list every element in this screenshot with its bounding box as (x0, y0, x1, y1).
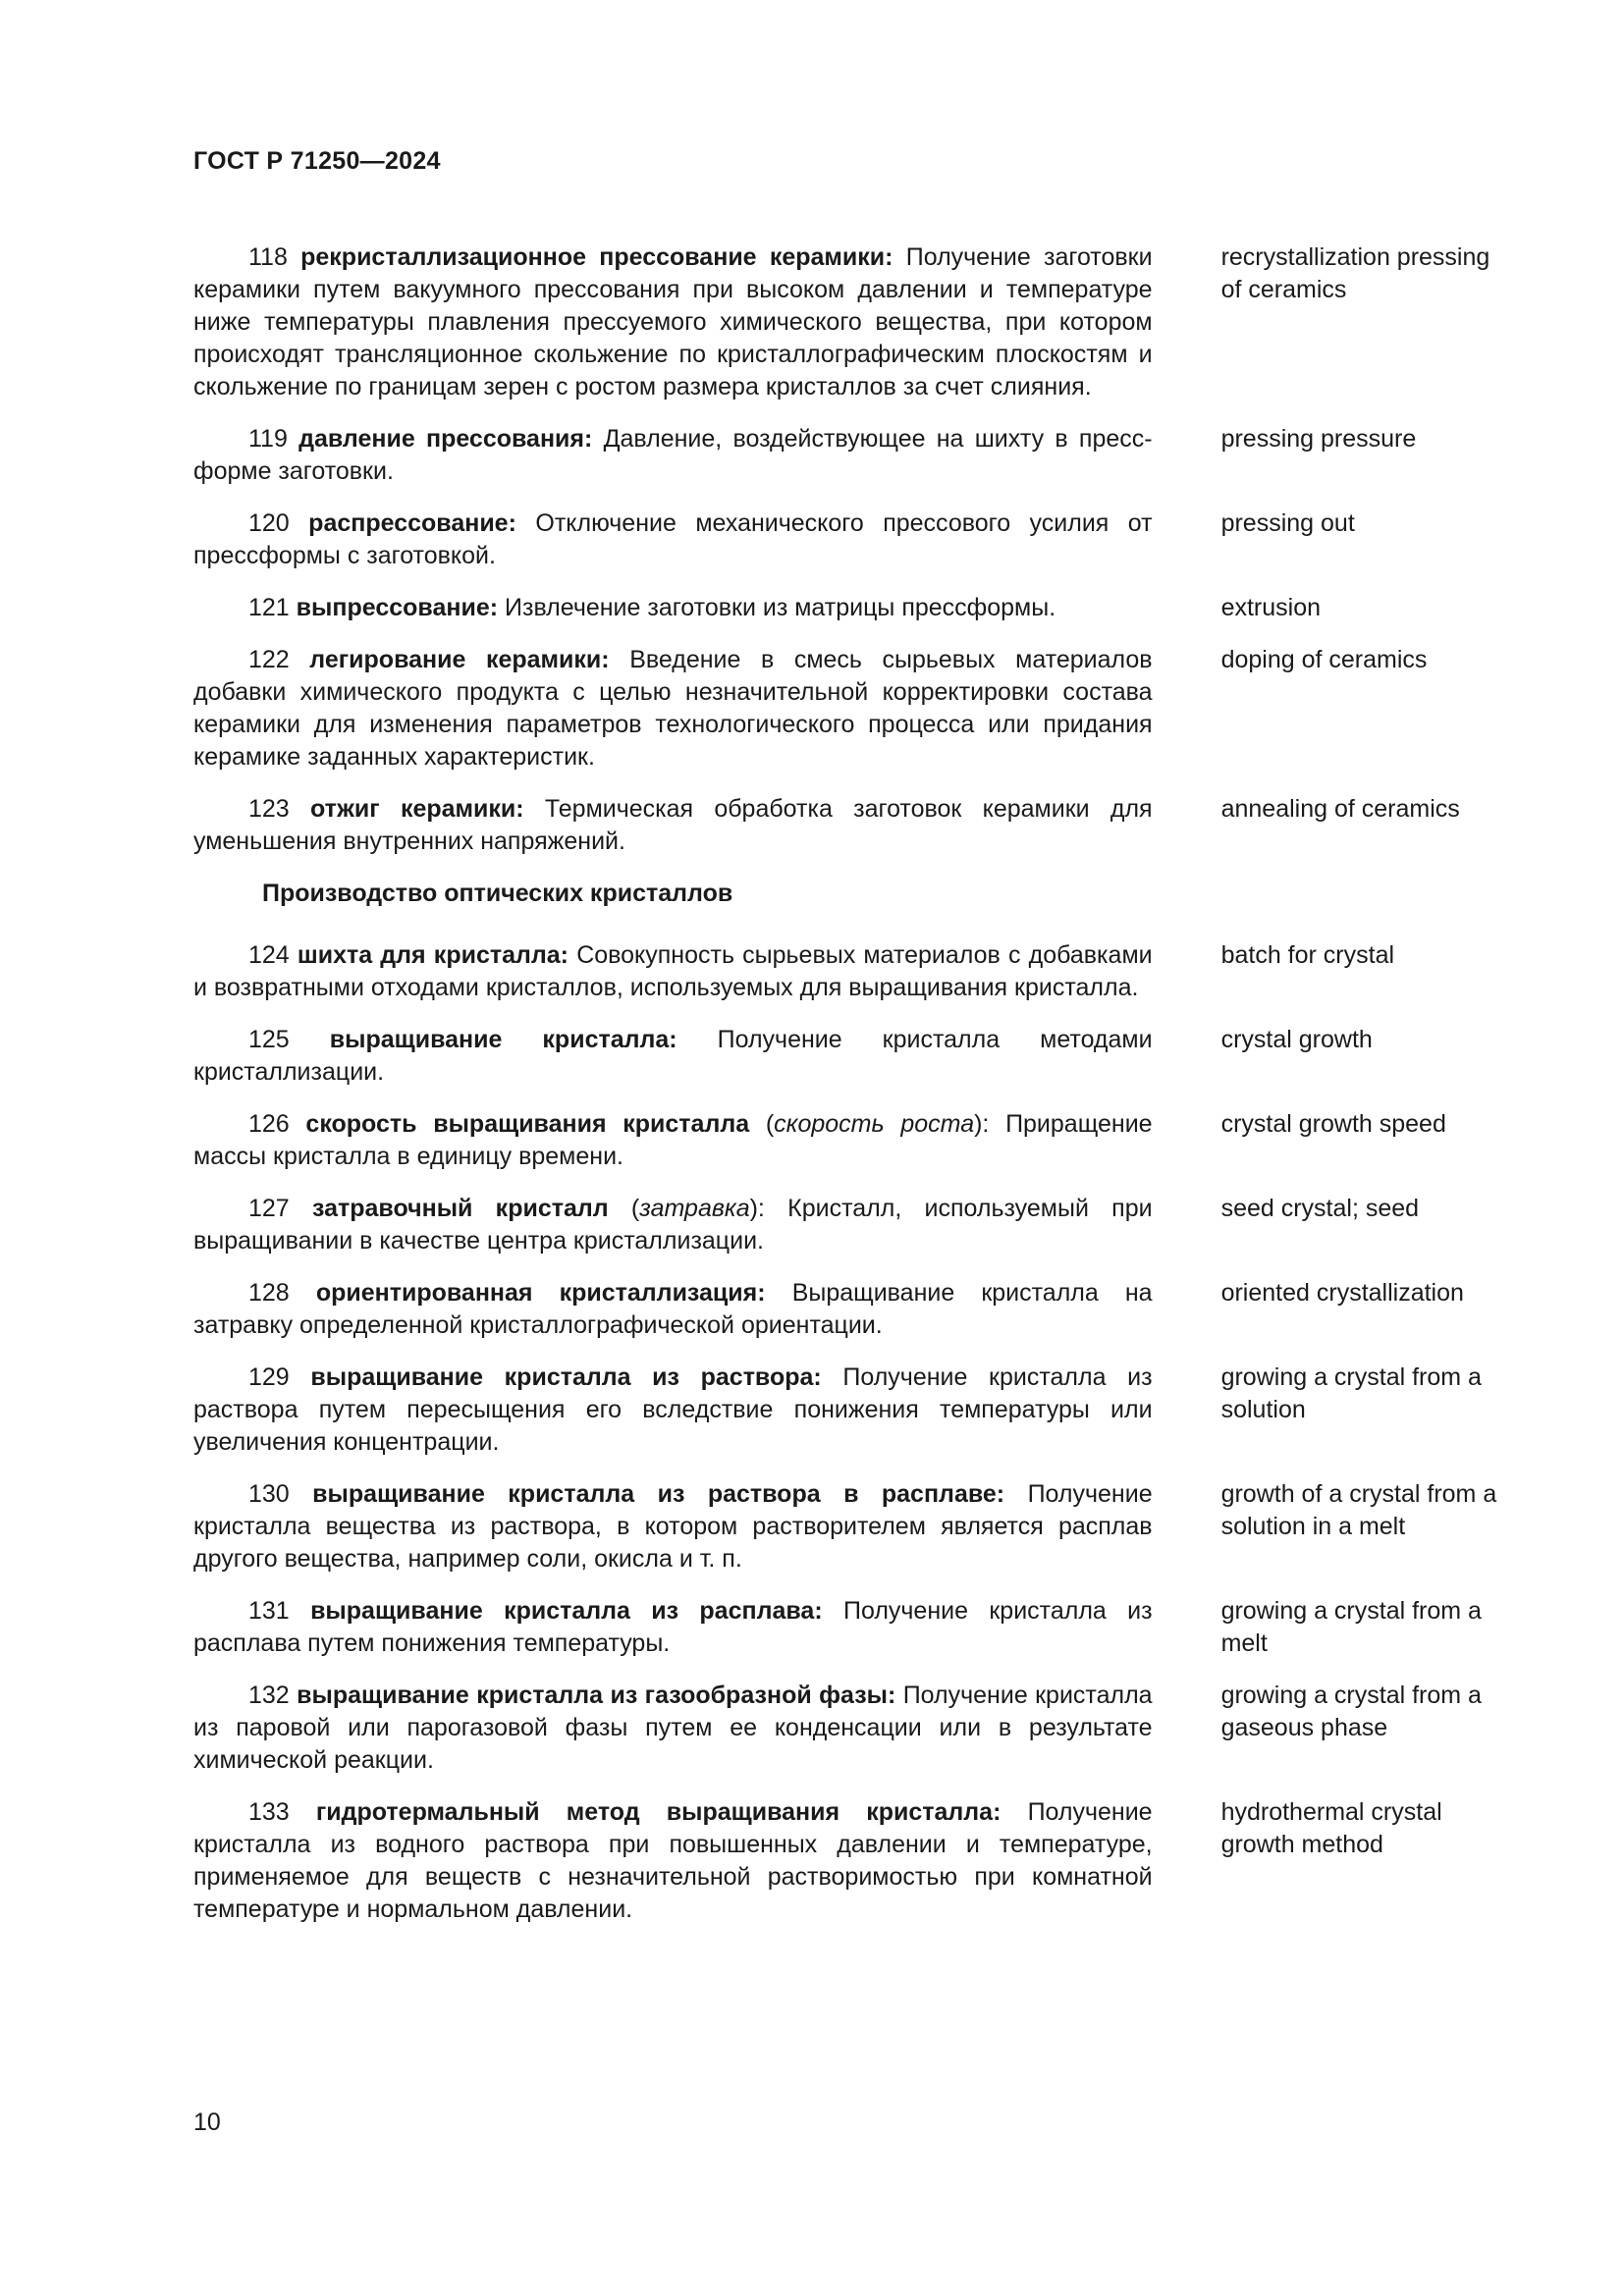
term-name: выпрессование: (296, 594, 499, 621)
term-definition-ru (193, 592, 1153, 624)
term-english: crystal growth (1220, 1026, 1373, 1053)
term-number: 130 (248, 1480, 290, 1508)
term-english: growing a crystal from a gaseous phase (1220, 1682, 1482, 1741)
term-definition-ru: 126 скорость выращивания кристалла (скорость роста): Приращение массы кристалла в единицу времени. (193, 1110, 1153, 1170)
term-name: легирование керамики: (309, 646, 610, 673)
term-definition-text: Давление, воздействующее на шихту в пресс-форме заготовки. (193, 425, 1153, 485)
term-definition-ru (193, 644, 1153, 774)
term-definition-text: Получение кристалла методами кристаллизации. (193, 1026, 1153, 1086)
term-definition-ru (193, 1362, 1153, 1459)
term-definition-ru (193, 1478, 1153, 1575)
term-number: 132 (248, 1682, 290, 1709)
term-name: затравочный кристалл (311, 1195, 609, 1222)
term-definition-ru (193, 1024, 1153, 1089)
term-number: 124 (248, 941, 290, 969)
term-english: recrystallization pressing of ceramics (1220, 243, 1490, 303)
term-name: выращивание кристалла из раствора в расплаве: (312, 1480, 1005, 1508)
term-name: шихта для кристалла: (297, 941, 569, 969)
term-name: отжиг керамики: (309, 795, 524, 823)
term-entry-132 (193, 1680, 1499, 1777)
term-english: annealing of ceramics (1220, 795, 1460, 823)
term-number: 121 (248, 594, 290, 621)
term-definition-ru (193, 1680, 1153, 1777)
term-definition-ru (193, 793, 1153, 858)
term-definition-ru (193, 1796, 1153, 1926)
term-definition-ru (193, 241, 1153, 403)
term-english: growing a crystal from a solution (1220, 1363, 1482, 1423)
term-english: growing a crystal from a melt (1220, 1597, 1482, 1657)
term-number: 119 (248, 425, 288, 453)
term-definition-text: Получение кристалла из расплава путем понижения температуры. (193, 1597, 1153, 1657)
term-entry-120 (193, 507, 1499, 572)
term-entry-119 (193, 423, 1499, 488)
term-name: гидротермальный метод выращивания кристалла: (315, 1798, 1001, 1826)
term-english: oriented crystallization (1220, 1279, 1464, 1307)
term-number: 127 (248, 1195, 290, 1222)
term-entry-129 (193, 1362, 1499, 1459)
page-number: 10 (193, 2109, 221, 2136)
term-english: batch for crystal (1220, 941, 1395, 969)
term-definition-text: Выращивание кристалла на затравку определенной кристаллографической ориентации. (193, 1279, 1153, 1339)
term-entry-133 (193, 1796, 1499, 1926)
term-name: скорость выращивания кристалла (305, 1110, 750, 1138)
term-definition-text: Получение кристалла из водного раствора при повышенных давлении и температуре, применяемое для веществ с незначительной растворимостью при комнатной температуре и нормальном давлении. (193, 1798, 1153, 1923)
term-number: 123 (248, 795, 290, 823)
term-entry-126 (193, 1108, 1499, 1173)
term-entry-123 (193, 793, 1499, 858)
term-definition-text: Извлечение заготовки из матрицы прессформы. (505, 594, 1056, 621)
term-synonym: скорость роста (774, 1110, 975, 1138)
term-number: 133 (248, 1798, 290, 1826)
section-title: Производство оптических кристаллов (262, 880, 733, 907)
term-name: рекристаллизационное прессование керамики: (300, 243, 893, 271)
term-definition-ru (193, 507, 1153, 572)
term-name: выращивание кристалла из расплава: (310, 1597, 823, 1625)
term-english: seed crystal; seed (1220, 1195, 1420, 1222)
term-definition-text: Получение кристалла вещества из раствора, в котором растворителем является расплав другого вещества, например соли, окисла и т. п. (193, 1480, 1153, 1573)
term-number: 126 (248, 1110, 290, 1138)
term-name: распрессование: (308, 509, 516, 537)
term-number: 120 (248, 509, 290, 537)
term-english: pressing pressure (1220, 425, 1417, 453)
term-english: growth of a crystal from a solution in a melt (1220, 1480, 1497, 1540)
term-name: выращивание кристалла: (329, 1026, 677, 1053)
term-entry-118 (193, 241, 1499, 403)
term-number: 131 (248, 1597, 290, 1625)
term-entry-122 (193, 644, 1499, 774)
term-definition-text: Получение кристалла из паровой или парогазовой фазы путем ее конденсации или в результате химической реакции. (193, 1682, 1153, 1774)
term-name: выращивание кристалла из газообразной фазы: (297, 1682, 896, 1709)
term-definition-text: Получение кристалла из раствора путем пересыщения его вследствие понижения температуры или увеличения концентрации. (193, 1363, 1153, 1456)
term-english: hydrothermal crystal growth method (1220, 1798, 1442, 1858)
term-number: 118 (248, 243, 288, 271)
term-definition-ru: 127 затравочный кристалл (затравка): Кристалл, используемый при выращивании в качестве центра кристаллизации. (193, 1195, 1153, 1255)
term-entry-125 (193, 1024, 1499, 1089)
term-entry-128 (193, 1277, 1499, 1342)
term-entry-130 (193, 1478, 1499, 1575)
term-number: 122 (248, 646, 290, 673)
term-name: выращивание кристалла из раствора: (310, 1363, 822, 1391)
document-header: ГОСТ Р 71250—2024 (193, 147, 441, 175)
term-entry-127 (193, 1193, 1499, 1257)
term-entry-124 (193, 939, 1499, 1004)
term-definition-text: Термическая обработка заготовок керамики для уменьшения внутренних напряжений. (193, 795, 1153, 855)
term-definition-text: Отключение механического прессового усилия от прессформы с заготовкой. (193, 509, 1153, 569)
term-definition-ru (193, 423, 1153, 488)
term-definition-ru (193, 939, 1153, 1004)
term-english: crystal growth speed (1220, 1110, 1446, 1138)
term-definition-ru (193, 1277, 1153, 1342)
term-english: pressing out (1220, 509, 1355, 537)
term-number: 129 (248, 1363, 290, 1391)
term-definition-text: Приращение массы кристалла в единицу времени. (193, 1110, 1153, 1170)
term-synonym: затравка (639, 1195, 750, 1222)
term-entries (193, 241, 1499, 1946)
term-entry-131 (193, 1595, 1499, 1660)
term-english: doping of ceramics (1220, 646, 1428, 673)
term-definition-text: Совокупность сырьевых материалов с добавками и возвратными отходами кристаллов, используемых для выращивания кристалла. (193, 941, 1153, 1001)
term-number: 128 (248, 1279, 290, 1307)
term-name: давление прессования: (298, 425, 593, 453)
term-name: ориентированная кристаллизация: (315, 1279, 766, 1307)
term-definition-text: Получение заготовки керамики путем вакуумного прессования при высоком давлении и температуре ниже температуры плавления прессуемого химического вещества, при котором происходят трансляционное скольжение по кристаллографическим плоскостям и скольжение по границам зерен с ростом размера кристаллов за счет слияния. (193, 243, 1153, 400)
term-entry-121 (193, 592, 1499, 624)
term-number: 125 (248, 1026, 290, 1053)
term-definition-text: Кристалл, используемый при выращивании в качестве центра кристаллизации. (193, 1195, 1153, 1255)
term-definition-text: Введение в смесь сырьевых материалов добавки химического продукта с целью незначительной корректировки состава керамики для изменения параметров технологического процесса или придания керамике заданных характеристик. (193, 646, 1153, 771)
term-english: extrusion (1220, 594, 1322, 621)
term-definition-ru (193, 1595, 1153, 1660)
